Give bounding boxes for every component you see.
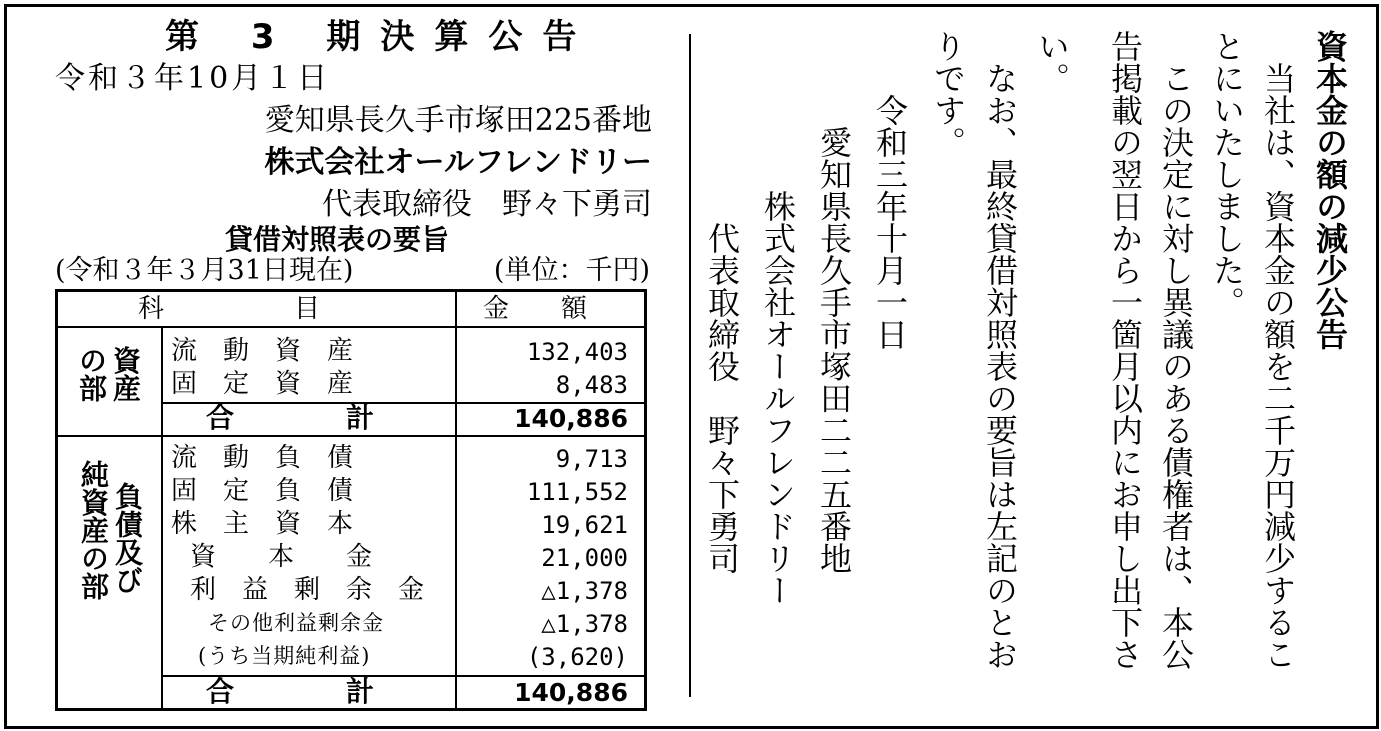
notice-line: 告掲載の翌日から一箇月以内にお申し出下さ	[1106, 30, 1144, 670]
liab-row-label: 株 主 資 本	[171, 509, 354, 539]
representative: 代表取締役 野々下勇司	[322, 187, 652, 222]
notice-line: い。	[1033, 30, 1071, 94]
notice-line: りです。	[929, 30, 967, 158]
asset-row-value: 8,483	[555, 371, 628, 399]
liab-total-value: 140,886	[514, 678, 628, 707]
asset-row-label: 流 動 資 産	[171, 336, 354, 366]
liab-row-value: 9,713	[555, 445, 628, 473]
notice-line: 代表取締役 野々下勇司	[703, 30, 741, 574]
column-divider	[689, 34, 691, 697]
header-divider	[58, 326, 644, 328]
liab-section-label-2: 純資産の部	[77, 460, 110, 600]
liab-row-value: △1,378	[541, 577, 628, 605]
liab-row-value: △1,378	[541, 610, 628, 638]
settlement-title: 第 3 期決算公告	[165, 17, 597, 57]
as-of-date: (令和３年３月31日現在)	[55, 255, 354, 286]
asset-row-value: 132,403	[526, 338, 628, 366]
notice-line: 株式会社オールフレンドリー	[759, 30, 797, 606]
asset-row-label: 固 定 資 産	[171, 369, 354, 399]
assets-section-label-2: の部	[75, 346, 108, 402]
liab-row-label: 利 益 剰 余 金	[190, 575, 425, 605]
liab-row-value: 19,621	[541, 511, 628, 539]
company-name: 株式会社オールフレンドリー	[264, 145, 652, 180]
company-address: 愛知県長久手市塚田225番地	[264, 103, 652, 138]
notice-line: この決定に対し異議のある債権者は、本公	[1157, 30, 1195, 670]
liab-row-label: (うち当期純利益)	[198, 644, 371, 668]
balance-sheet-title: 貸借対照表の要旨	[225, 223, 450, 256]
liab-row-label: 流 動 負 債	[171, 443, 354, 473]
liab-row-value: (3,620)	[526, 643, 628, 671]
liab-row-label: その他利益剰余金	[208, 611, 384, 635]
notice-line: 愛知県長久手市塚田二二五番地	[815, 30, 853, 574]
notice-line: とにいたしました。	[1208, 30, 1246, 318]
notice-line: なお、最終貸借対照表の要旨は左記のとお	[981, 30, 1019, 670]
notice-line: 令和三年十月一日	[871, 30, 909, 350]
assets-section-label-1: 資産	[109, 346, 142, 402]
notice-title: 資本金の額の減少公告	[1311, 30, 1349, 350]
balance-sheet-table	[55, 289, 647, 711]
label-column-divider	[161, 328, 163, 708]
liab-row-value: 21,000	[541, 544, 628, 572]
liab-row-label: 資 本 金	[190, 542, 373, 572]
liab-section-label-1: 負債及び	[111, 482, 144, 594]
notice-date: 令和３年10月１日	[55, 61, 331, 96]
unit-label: (単位：千円)	[493, 255, 650, 286]
assets-total-value: 140,886	[514, 404, 628, 433]
liab-total-label: 合 計	[206, 675, 375, 708]
section-divider	[58, 435, 644, 437]
header-amount: 金 額	[483, 294, 588, 324]
liab-row-label: 固 定 負 債	[171, 476, 354, 506]
notice-line: 当社は、資本金の額を二千万円減少するこ	[1259, 30, 1297, 670]
assets-total-label: 合 計	[206, 401, 375, 434]
header-account: 科 目	[138, 294, 321, 324]
liab-row-value: 111,552	[526, 478, 628, 506]
